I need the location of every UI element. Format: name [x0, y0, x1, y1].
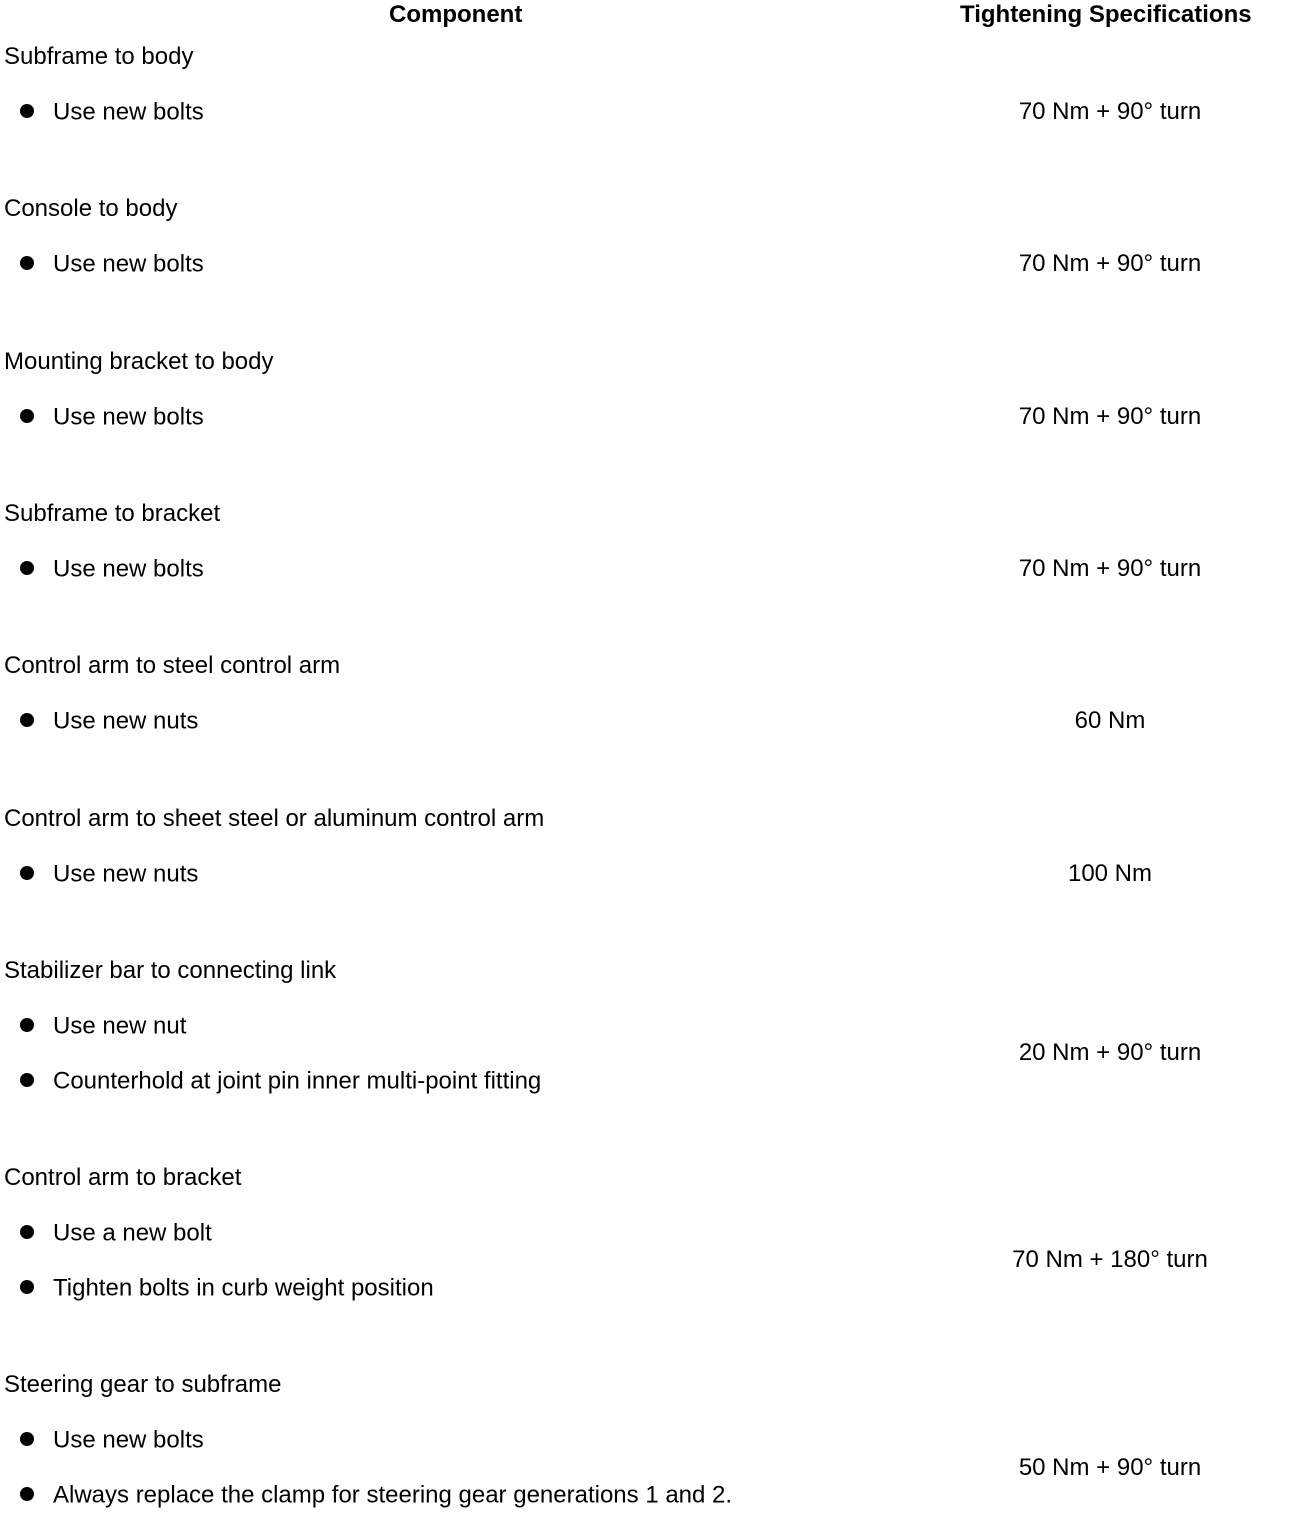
tightening-spec: 50 Nm + 90° turn [1018, 1454, 1202, 1481]
component-name: Control arm to sheet steel or aluminum control arm [4, 805, 545, 832]
tightening-spec: 70 Nm + 90° turn [1018, 250, 1202, 277]
tightening-spec: 70 Nm + 90° turn [1018, 98, 1202, 125]
note-text: Use new bolts [53, 403, 204, 431]
bullet-icon [20, 1073, 34, 1087]
note-text: Always replace the clamp for steering gear generations 1 and 2. [53, 1481, 733, 1509]
header-tightening-specifications: Tightening Specifications [960, 1, 1252, 28]
note-text: Counterhold at joint pin inner multi-point fitting [53, 1067, 542, 1095]
component-name: Steering gear to subframe [4, 1371, 282, 1398]
bullet-icon [20, 256, 34, 270]
tightening-spec: 70 Nm + 90° turn [1018, 403, 1202, 430]
note-item [20, 1011, 186, 1042]
note-item [20, 1480, 732, 1511]
bullet-icon [20, 1432, 34, 1446]
note-item [20, 706, 198, 737]
note-text: Use new bolts [53, 1426, 204, 1454]
bullet-icon [20, 409, 34, 423]
note-item [20, 1218, 212, 1249]
bullet-icon [20, 104, 34, 118]
component-name: Console to body [4, 195, 178, 222]
note-item [20, 554, 204, 585]
component-name: Control arm to steel control arm [4, 652, 341, 679]
header-component: Component [389, 1, 523, 28]
bullet-icon [20, 1487, 34, 1501]
component-name: Mounting bracket to body [4, 348, 274, 375]
component-name: Subframe to body [4, 43, 194, 70]
note-text: Use new bolts [53, 98, 204, 126]
bullet-icon [20, 561, 34, 575]
note-text: Use new nuts [53, 707, 199, 735]
note-text: Use new nut [53, 1012, 187, 1040]
component-name: Stabilizer bar to connecting link [4, 957, 337, 984]
bullet-icon [20, 713, 34, 727]
note-item [20, 402, 204, 433]
bullet-icon [20, 1018, 34, 1032]
note-text: Use new bolts [53, 250, 204, 278]
note-item [20, 97, 204, 128]
tightening-spec: 70 Nm + 180° turn [1012, 1246, 1208, 1273]
note-text: Tighten bolts in curb weight position [53, 1274, 434, 1302]
component-name: Subframe to bracket [4, 500, 221, 527]
tightening-spec: 100 Nm [1067, 860, 1153, 887]
note-text: Use new bolts [53, 555, 204, 583]
tightening-spec: 70 Nm + 90° turn [1018, 555, 1202, 582]
bullet-icon [20, 1280, 34, 1294]
tightening-spec: 60 Nm [1074, 707, 1146, 734]
note-item [20, 1273, 434, 1304]
note-text: Use new nuts [53, 860, 199, 888]
note-item [20, 1425, 204, 1456]
note-item [20, 249, 204, 280]
note-item [20, 1066, 541, 1097]
bullet-icon [20, 866, 34, 880]
note-text: Use a new bolt [53, 1219, 212, 1247]
bullet-icon [20, 1225, 34, 1239]
component-name: Control arm to bracket [4, 1164, 242, 1191]
tightening-spec: 20 Nm + 90° turn [1018, 1039, 1202, 1066]
note-item [20, 859, 198, 890]
